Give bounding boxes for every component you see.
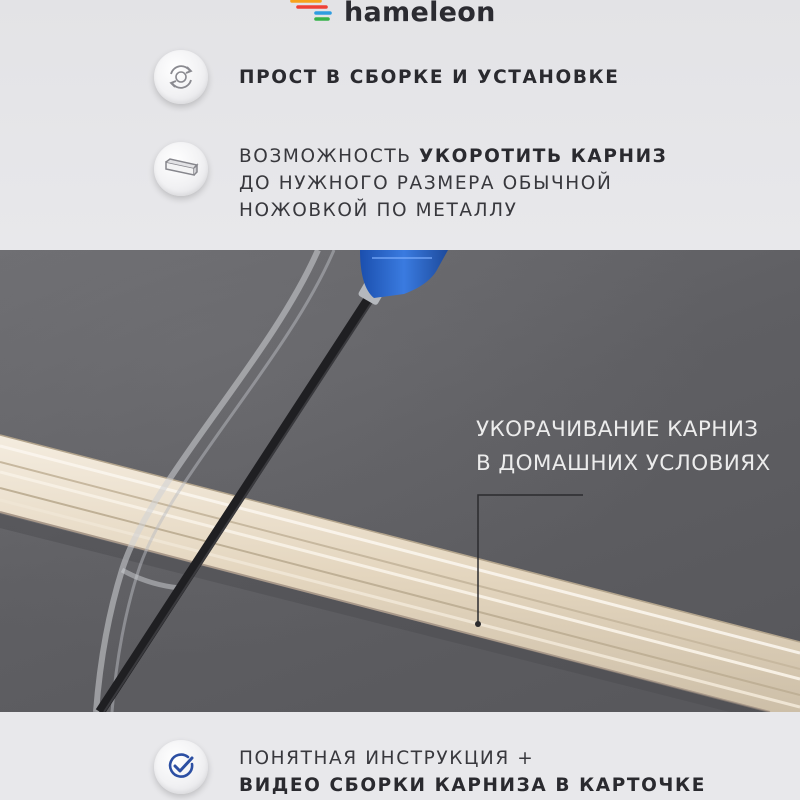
caption-line: В ДОМАШНИХ УСЛОВИЯХ <box>476 451 771 476</box>
feature-plain-text: ПОНЯТНАЯ ИНСТРУКЦИЯ + <box>239 748 535 769</box>
feature-bold-text: УКОРОТИТЬ КАРНИЗ <box>419 146 668 167</box>
saw-handle <box>360 250 448 298</box>
feature-text-shorten <box>239 143 667 224</box>
feature-bold-text: ПРОСТ В СБОРКЕ И УСТАНОВКЕ <box>239 67 620 88</box>
hameleon-logo-icon <box>290 0 336 27</box>
feature-line <box>239 170 667 197</box>
hacksaw-cutting-illustration <box>0 250 800 712</box>
feature-bold-text: ВИДЕО СБОРКИ КАРНИЗА В КАРТОЧКЕ <box>239 775 706 796</box>
caption-line: УКОРАЧИВАНИЕ КАРНИЗ <box>476 417 759 442</box>
feature-line <box>239 772 706 799</box>
feature-plain-text: ДО НУЖНОГО РАЗМЕРА ОБЫЧНОЙ <box>239 173 613 194</box>
brand-logo <box>290 0 496 30</box>
feature-line <box>239 197 667 224</box>
rotate-arrows-icon <box>154 50 208 104</box>
feature-text-assembly <box>239 64 619 91</box>
feature-plain-text: НОЖОВКОЙ ПО МЕТАЛЛУ <box>239 200 518 221</box>
photo-caption <box>476 413 771 481</box>
brand-name: hameleon <box>344 0 496 28</box>
product-photo <box>0 250 800 712</box>
feature-text-instruction <box>239 745 706 799</box>
feature-line <box>239 143 667 170</box>
feature-line <box>239 745 706 772</box>
cornice-profile-icon <box>154 142 208 196</box>
feature-line <box>239 64 619 91</box>
check-circle-icon <box>154 740 208 794</box>
feature-plain-text: ВОЗМОЖНОСТЬ <box>239 146 420 167</box>
